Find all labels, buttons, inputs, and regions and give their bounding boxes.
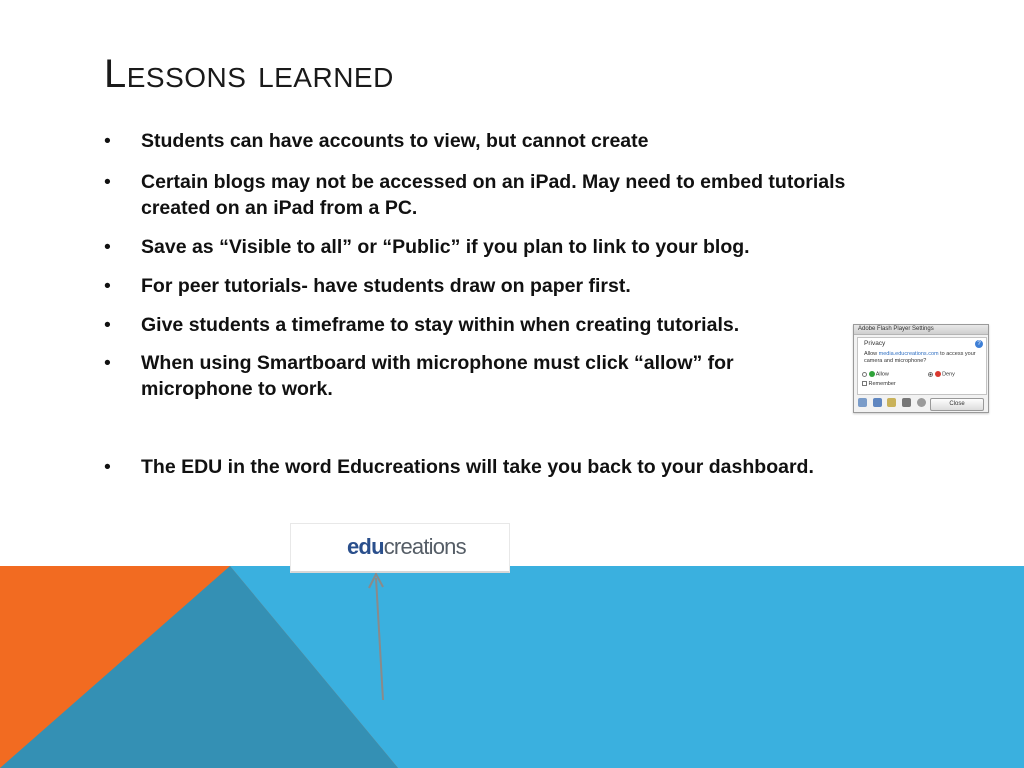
bullet-text: Students can have accounts to view, but cannot create (141, 130, 649, 152)
bullet-item (104, 350, 841, 402)
camera-settings-icon[interactable] (917, 398, 926, 407)
allow-label: Allow (875, 371, 889, 378)
bullet-dot: • (104, 130, 111, 152)
bullet-item (104, 169, 864, 221)
message-suffix: to access your camera and microphone? (864, 351, 976, 364)
allow-option[interactable] (862, 371, 889, 378)
bullet-item (104, 454, 841, 480)
deny-radio[interactable] (928, 372, 933, 377)
educreations-logo[interactable] (290, 523, 510, 573)
bullet-text: For peer tutorials- have students draw on paper first. (141, 275, 631, 297)
bullet-text: The EDU in the word Educreations will take you back to your dashboard. (141, 456, 814, 478)
bullet-text: Save as “Visible to all” or “Public” if you plan to link to your blog. (141, 236, 750, 258)
deny-stop-icon (935, 371, 941, 377)
logo-edu[interactable]: edu (347, 534, 384, 559)
bullet-text: Give students a timeframe to stay within when creating tutorials. (141, 314, 740, 336)
message-prefix: Allow (864, 351, 879, 357)
bullet-dot: • (104, 314, 111, 336)
bullet-text: Certain blogs may not be accessed on an iPad. May need to embed tutorials created on an iPad from a PC. (141, 171, 846, 219)
logo-creations: creations (383, 534, 466, 559)
bullet-item (104, 273, 631, 299)
microphone-settings-icon[interactable] (902, 398, 911, 407)
logo-wordmark (347, 534, 466, 560)
flash-permission-message (864, 351, 982, 365)
bullet-dot: • (104, 352, 111, 374)
close-button[interactable]: Close (930, 398, 984, 411)
bullet-dot: • (104, 456, 111, 478)
storage-settings-icon[interactable] (887, 398, 896, 407)
privacy-tab-label: Privacy (864, 340, 886, 347)
bullet-dot: • (104, 171, 111, 193)
deny-label: Deny (942, 371, 955, 378)
help-icon[interactable]: ? (975, 340, 983, 348)
bullet-item (104, 312, 739, 338)
bullet-text: When using Smartboard with microphone must click “allow” for microphone to work. (141, 352, 734, 400)
flash-settings-tabs (858, 398, 930, 407)
privacy-settings-icon[interactable] (873, 398, 882, 407)
deny-option[interactable] (928, 371, 955, 378)
flash-dialog-title: Adobe Flash Player Settings (854, 325, 988, 335)
display-settings-icon[interactable] (858, 398, 867, 407)
remember-label: Remember (868, 381, 896, 387)
bullet-dot: • (104, 236, 111, 258)
message-link[interactable]: media.educreations.com (878, 351, 939, 357)
bullet-item (104, 128, 649, 154)
flash-settings-dialog (853, 324, 989, 413)
flash-dialog-body (857, 337, 987, 395)
slide-title: Lessons learned (104, 52, 394, 96)
bullet-item (104, 234, 750, 260)
remember-checkbox[interactable] (862, 381, 867, 386)
remember-option[interactable] (862, 381, 896, 388)
allow-check-icon (869, 371, 875, 377)
bullet-dot: • (104, 275, 111, 297)
allow-radio[interactable] (862, 372, 867, 377)
